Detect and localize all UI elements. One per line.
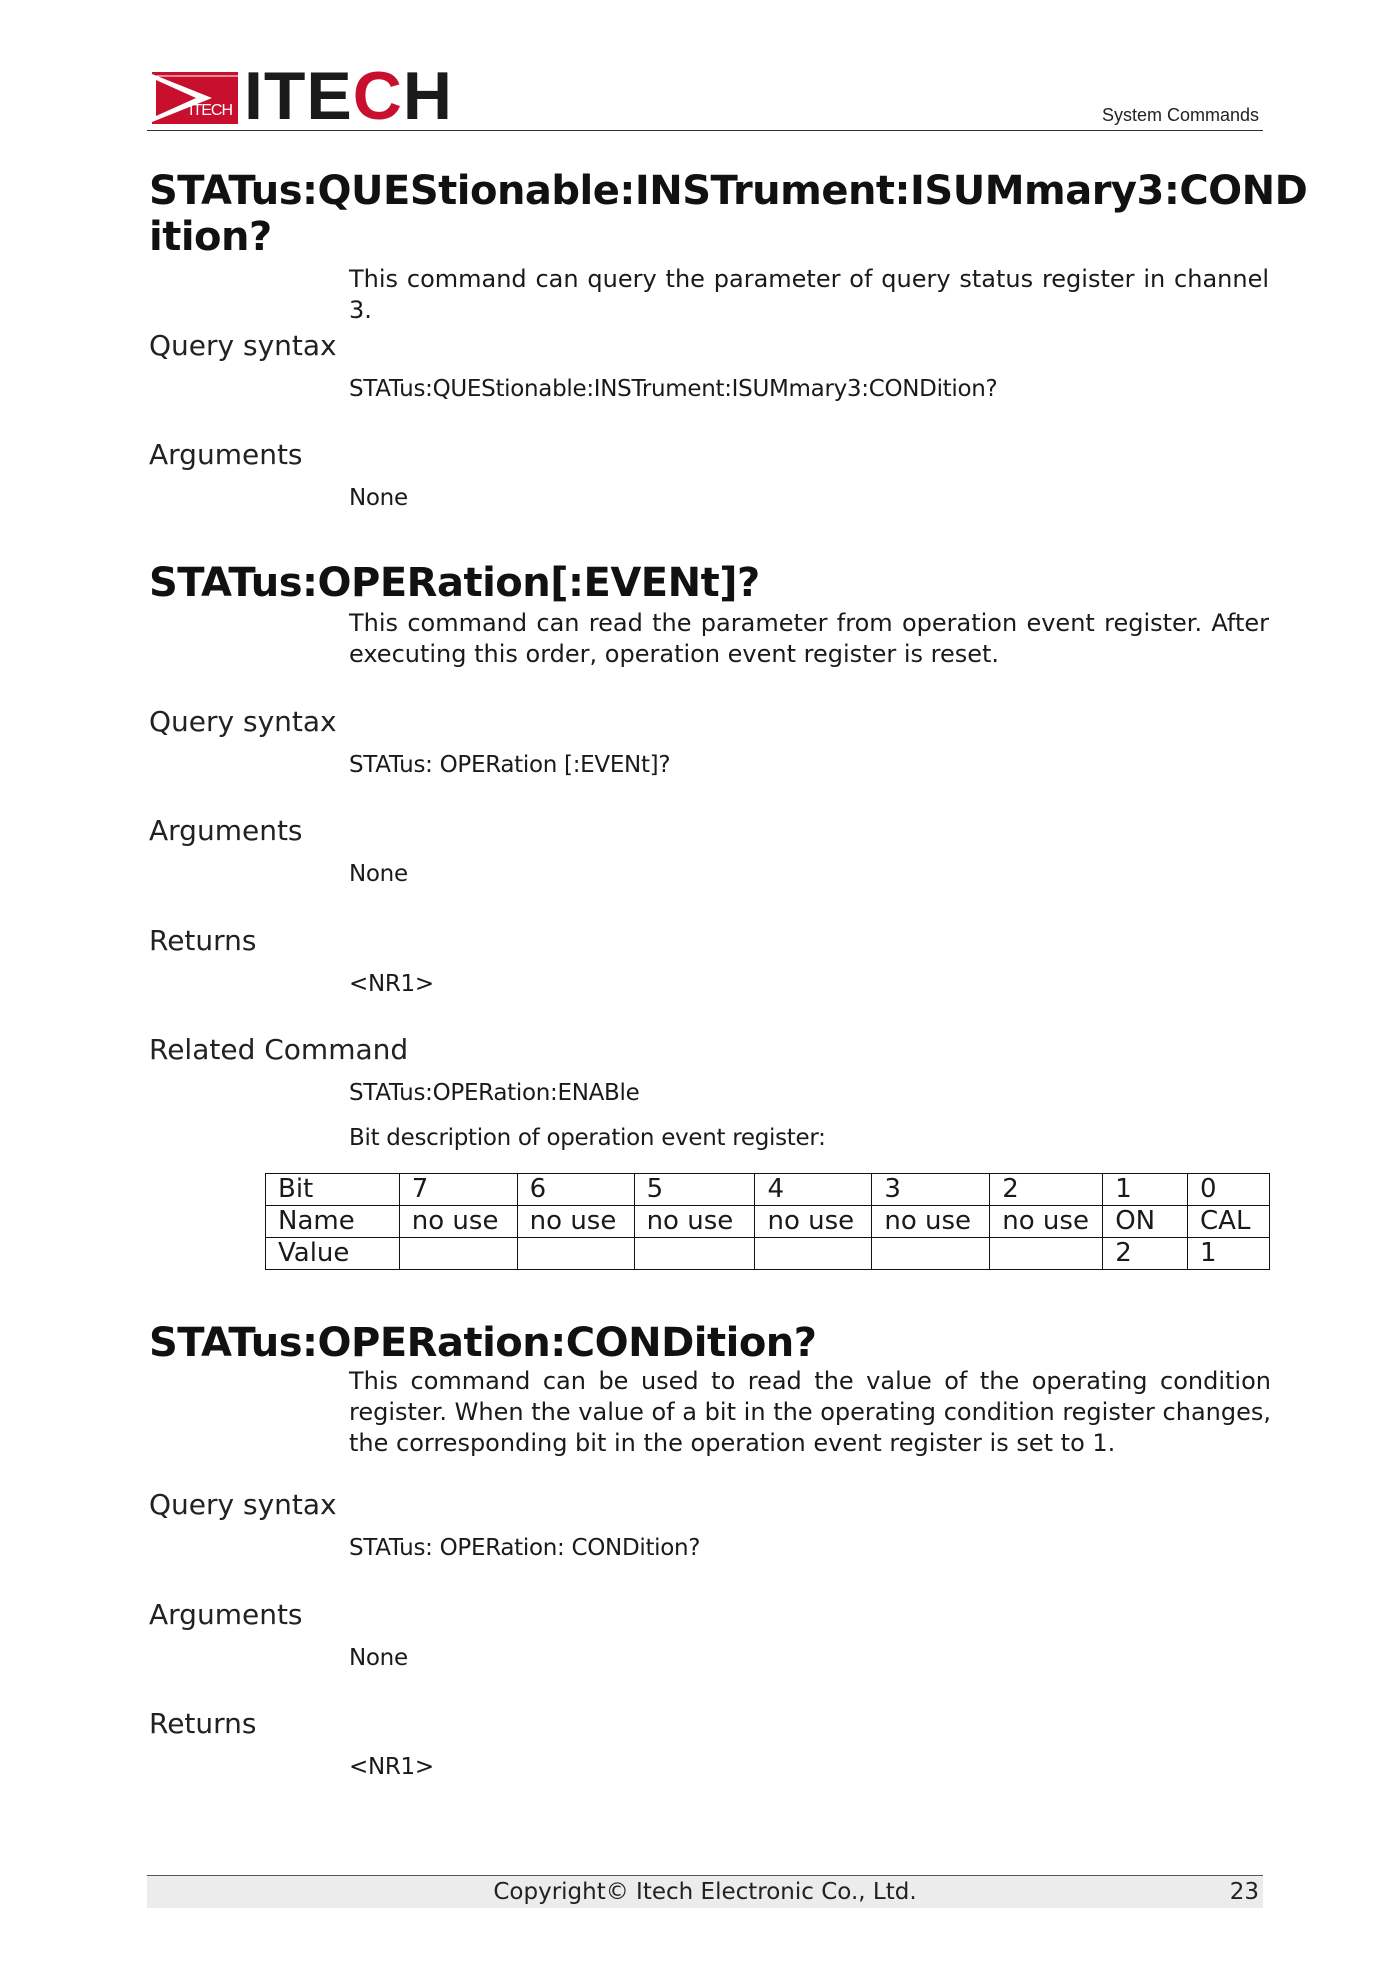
page-footer bbox=[147, 1875, 1263, 1908]
table-cell: ON bbox=[1103, 1206, 1188, 1238]
table-cell: 7 bbox=[399, 1174, 517, 1206]
query-syntax-value: STATus: OPERation: CONDition? bbox=[349, 1535, 701, 1561]
table-cell bbox=[755, 1238, 872, 1270]
table-cell bbox=[872, 1238, 990, 1270]
logo-word-part-3: H bbox=[402, 58, 454, 134]
returns-label: Returns bbox=[149, 1707, 257, 1740]
table-cell: 1 bbox=[1188, 1238, 1270, 1270]
table-cell bbox=[990, 1238, 1103, 1270]
table-cell: Name bbox=[266, 1206, 400, 1238]
table-cell: no use bbox=[990, 1206, 1103, 1238]
arguments-value: None bbox=[349, 1645, 408, 1671]
table-cell: 4 bbox=[755, 1174, 872, 1206]
command-block-operation-condition bbox=[149, 1320, 1271, 1780]
arguments-value: None bbox=[349, 485, 408, 511]
header-section-title: System Commands bbox=[1101, 105, 1259, 125]
returns-label: Returns bbox=[149, 924, 257, 957]
table-cell: no use bbox=[872, 1206, 990, 1238]
table-row-name bbox=[266, 1206, 1270, 1238]
table-cell: Bit bbox=[266, 1174, 400, 1206]
command-title bbox=[149, 168, 1308, 260]
command-block-operation-event bbox=[149, 560, 1269, 1151]
table-cell bbox=[634, 1238, 755, 1270]
command-title-line2: ition? bbox=[149, 214, 272, 260]
query-syntax-label: Query syntax bbox=[149, 705, 337, 738]
query-syntax-value: STATus: OPERation [:EVENt]? bbox=[349, 752, 671, 778]
query-syntax-value: STATus:QUEStionable:INSTrument:ISUMmary3:CONDition? bbox=[349, 376, 998, 402]
logo-wordmark bbox=[244, 58, 454, 134]
arguments-label: Arguments bbox=[149, 814, 303, 847]
table-cell: no use bbox=[755, 1206, 872, 1238]
footer-page-number: 23 bbox=[1229, 1879, 1259, 1905]
table-cell: 6 bbox=[517, 1174, 634, 1206]
arguments-label: Arguments bbox=[149, 438, 303, 471]
returns-value: <NR1> bbox=[349, 1754, 434, 1780]
bit-description: Bit description of operation event register: bbox=[349, 1125, 826, 1151]
table-cell: 0 bbox=[1188, 1174, 1270, 1206]
command-description: This command can be used to read the value of the operating condition register. When the value of a bit in the operating condition register changes, the corresponding bit in the operation event register is set to 1. bbox=[349, 1367, 1271, 1457]
operation-event-bit-table bbox=[265, 1173, 1270, 1270]
command-title: STATus:OPERation[:EVENt]? bbox=[149, 560, 760, 606]
query-syntax-label: Query syntax bbox=[149, 329, 337, 362]
logo-box-text: ITECH bbox=[189, 102, 232, 119]
table-cell: 3 bbox=[872, 1174, 990, 1206]
table-cell: CAL bbox=[1188, 1206, 1270, 1238]
table-cell: 2 bbox=[1103, 1238, 1188, 1270]
command-description: This command can query the parameter of query status register in channel 3. bbox=[349, 265, 1269, 324]
related-command-value: STATus:OPERation:ENABle bbox=[349, 1080, 640, 1106]
table-cell: no use bbox=[634, 1206, 755, 1238]
arguments-value: None bbox=[349, 861, 408, 887]
related-command-label: Related Command bbox=[149, 1033, 409, 1066]
logo-word-part-1: ITE bbox=[244, 58, 353, 134]
returns-value: <NR1> bbox=[349, 971, 434, 997]
arguments-label: Arguments bbox=[149, 1598, 303, 1631]
table-row-bit bbox=[266, 1174, 1270, 1206]
table-row-value bbox=[266, 1238, 1270, 1270]
table-cell: Value bbox=[266, 1238, 400, 1270]
logo-emblem-icon bbox=[152, 72, 238, 124]
command-block-isummary3 bbox=[149, 168, 1308, 511]
table-cell: 1 bbox=[1103, 1174, 1188, 1206]
logo-word-part-2: C bbox=[352, 58, 403, 134]
table-cell: no use bbox=[517, 1206, 634, 1238]
table-cell bbox=[517, 1238, 634, 1270]
table-cell bbox=[399, 1238, 517, 1270]
command-title-line1: STATus:QUEStionable:INSTrument:ISUMmary3:COND bbox=[149, 168, 1308, 214]
table-cell: no use bbox=[399, 1206, 517, 1238]
page-header bbox=[147, 58, 1263, 134]
command-title: STATus:OPERation:CONDition? bbox=[149, 1320, 817, 1366]
table-cell: 2 bbox=[990, 1174, 1103, 1206]
query-syntax-label: Query syntax bbox=[149, 1488, 337, 1521]
command-description: This command can read the parameter from operation event register. After executing this order, operation event register is reset. bbox=[349, 609, 1269, 668]
table-cell: 5 bbox=[634, 1174, 755, 1206]
footer-copyright: Copyright© Itech Electronic Co., Ltd. bbox=[493, 1879, 917, 1905]
